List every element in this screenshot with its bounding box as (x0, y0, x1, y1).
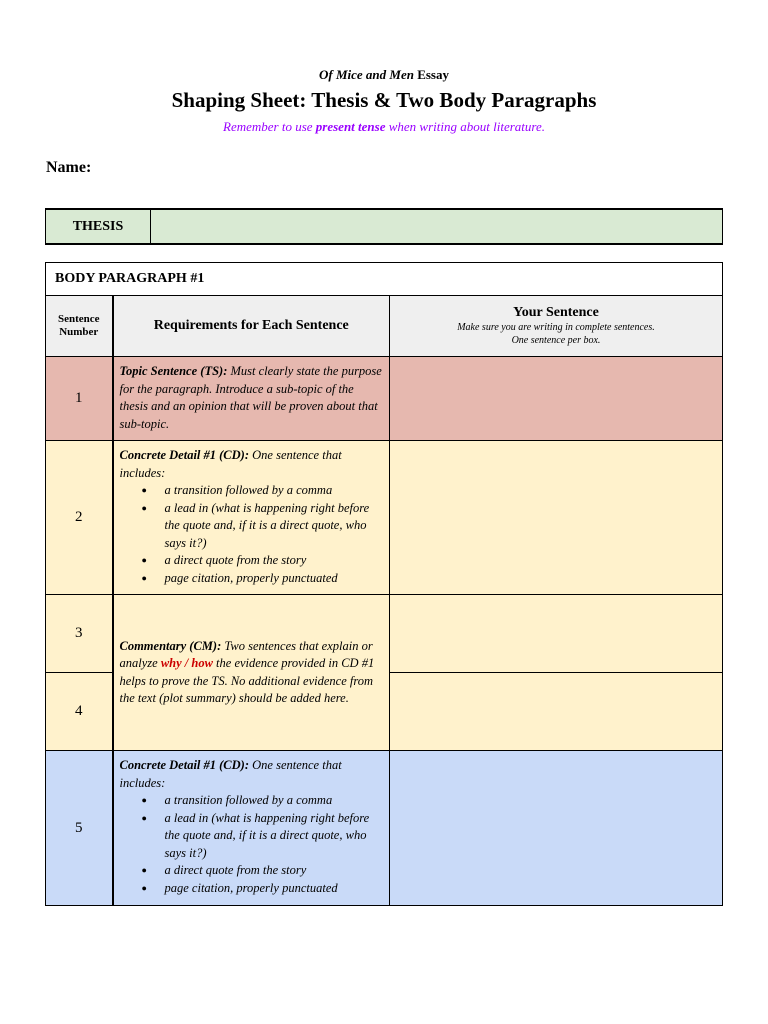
sentence-number-header (46, 296, 113, 357)
requirement-text: One sentence that includes: (119, 448, 342, 480)
requirement-label: Commentary (CM): (119, 638, 222, 653)
sentence-number: 2 (46, 441, 113, 595)
essay-word: Essay (417, 67, 449, 82)
sentence-number: 5 (46, 751, 113, 906)
bullet-item: ● a transition followed by a comma (165, 482, 384, 500)
body-paragraph-table (45, 262, 723, 906)
sentence-input-4[interactable] (390, 673, 723, 751)
sentence-header-line1: Sentence (57, 313, 100, 325)
sentence-number: 4 (46, 673, 113, 751)
thesis-row (45, 208, 723, 245)
novel-title: Of Mice and Men (318, 67, 414, 82)
bullet-item: ● a transition followed by a comma (165, 792, 384, 810)
requirement-cell (113, 595, 390, 751)
sentence-input-1[interactable] (390, 357, 723, 441)
bullet-item: ● page citation, properly punctuated (165, 880, 384, 898)
bullet-item: ● page citation, properly punctuated (165, 570, 384, 588)
essay-subtitle (0, 67, 768, 83)
sentence-input-2[interactable] (390, 441, 723, 595)
requirement-bullets (120, 482, 384, 587)
table-row (46, 441, 723, 595)
reminder-text-end: when writing about literature. (385, 119, 545, 134)
requirements-header: Requirements for Each Sentence (113, 296, 390, 357)
table-row (46, 595, 723, 673)
reminder-emphasis: present tense (315, 119, 386, 134)
page-title: Shaping Sheet: Thesis & Two Body Paragraphs (171, 88, 597, 112)
requirement-cell (113, 751, 390, 906)
your-sentence-note-1: Make sure you are writing in complete sentences. (457, 322, 655, 333)
requirement-cell (113, 357, 390, 441)
your-sentence-header (390, 296, 723, 357)
table-row (46, 751, 723, 906)
sentence-input-3[interactable] (390, 595, 723, 673)
bullet-item: ● a direct quote from the story (165, 862, 384, 880)
requirement-label: Concrete Detail #1 (CD): (119, 448, 249, 462)
sentence-number: 1 (46, 357, 113, 441)
table-row (46, 357, 723, 441)
requirement-label: Concrete Detail #1 (CD): (119, 758, 249, 772)
requirement-text: Two sentences that explain or analyze (119, 638, 373, 670)
sentence-header-line2: Number (59, 326, 99, 338)
why-how-emphasis: why / how (160, 656, 213, 670)
your-sentence-title: Your Sentence (513, 305, 599, 320)
requirement-text: Must clearly state the purpose for the paragraph. Introduce a sub-topic of the thesis and an opinion that will be proven about that sub-topic. (119, 364, 382, 431)
tense-reminder (0, 119, 768, 135)
requirement-text: One sentence that includes: (119, 758, 342, 790)
reminder-text-start: Remember to use (223, 119, 316, 134)
sentence-input-5[interactable] (390, 751, 723, 906)
body-paragraph-title: BODY PARAGRAPH #1 (46, 263, 723, 296)
bullet-item: ● a direct quote from the story (165, 552, 384, 570)
bullet-item: ● a lead in (what is happening right before the quote and, if it is a direct quote, who says it?) (165, 500, 384, 553)
sentence-number: 3 (46, 595, 113, 673)
requirement-bullets (120, 792, 384, 897)
your-sentence-note-2: One sentence per box. (511, 335, 601, 346)
thesis-label: THESIS (46, 210, 151, 243)
bullet-item: ● a lead in (what is happening right before the quote and, if it is a direct quote, who says it?) (165, 810, 384, 863)
thesis-input[interactable] (151, 210, 722, 243)
requirement-label: Topic Sentence (TS): (119, 364, 228, 378)
name-label: Name: (46, 159, 92, 176)
requirement-text-end: the evidence provided in CD #1 helps to prove the TS. No additional evidence from the text (plot summary) should be added here. (119, 656, 375, 705)
requirement-cell (113, 441, 390, 595)
